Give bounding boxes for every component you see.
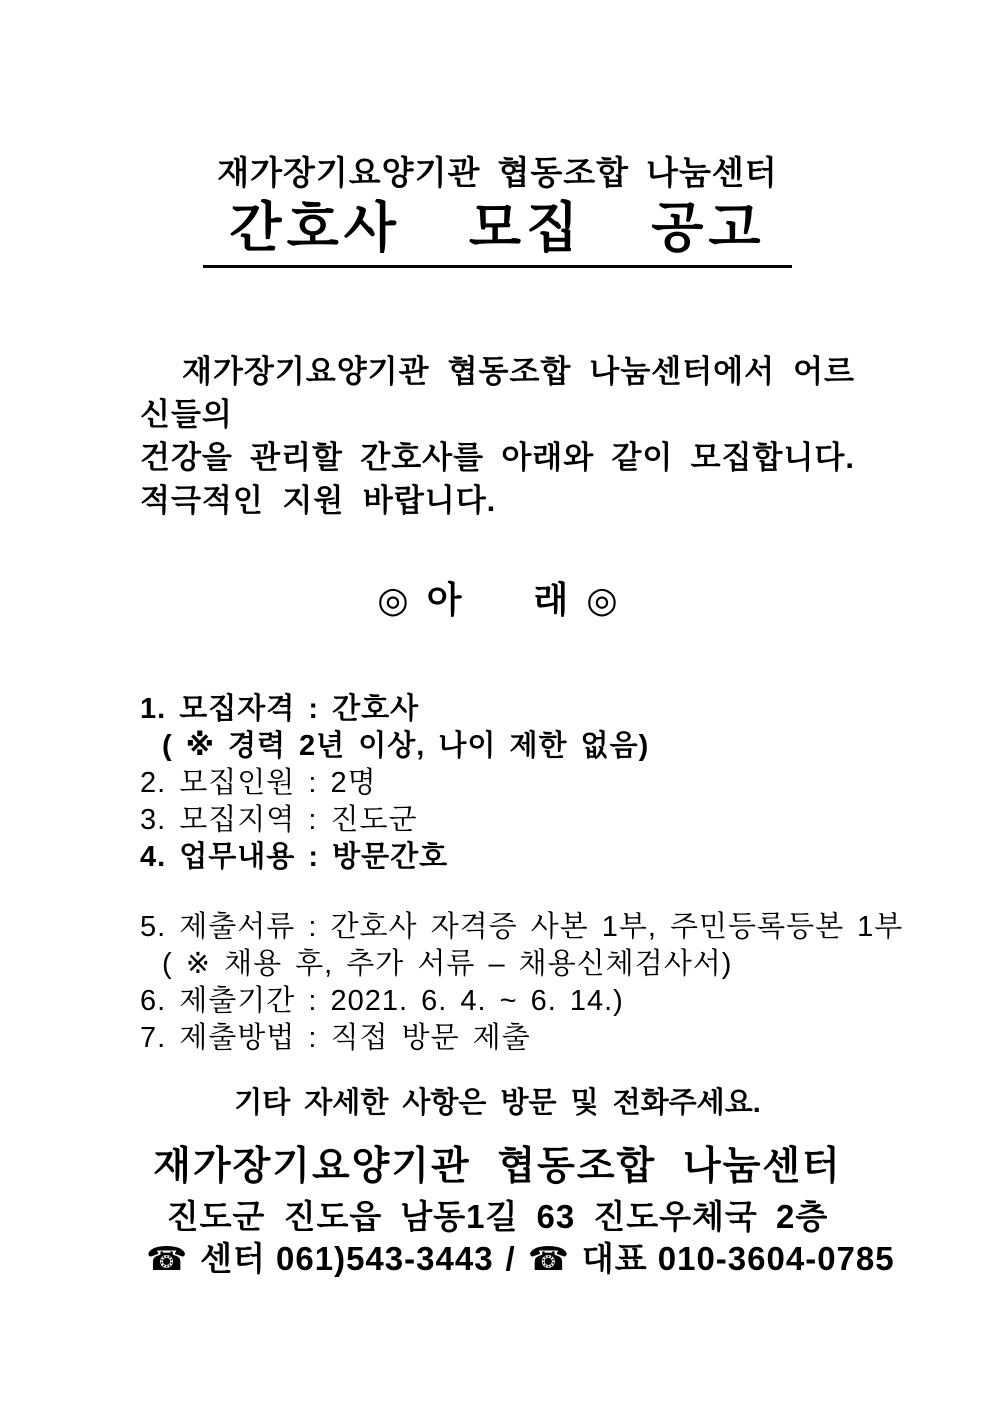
list-item-qualification: 1. 모집자격 : 간호사 xyxy=(140,693,420,725)
double-circle-icon: ◎ xyxy=(377,579,409,620)
below-word-rae: 래 xyxy=(533,579,569,620)
list-item-period: 6. 제출기간 : 2021. 6. 4. ~ 6. 14.) xyxy=(140,985,624,1017)
footer-address: 진도군 진도읍 남동1길 63 진도우체국 2층 xyxy=(166,1198,829,1235)
below-section-marker xyxy=(140,579,855,621)
representative-phone-number: 대표 010-3604-0785 xyxy=(581,1240,895,1277)
phone-icon: ☎ xyxy=(146,1240,189,1277)
list-item-documents-note: ( ※ 채용 후, 추가 서류 – 채용신체검사서) xyxy=(162,948,733,980)
title-wrap xyxy=(140,197,855,268)
intro-line-1: 재가장기요양기관 협동조합 나눔센터에서 어르신들의 xyxy=(140,354,855,432)
list-item-qualification-note: ( ※ 경력 2년 이상, 나이 제한 없음) xyxy=(162,730,650,762)
intro-line-3: 적극적인 지원 바랍니다. xyxy=(140,483,497,518)
recruitment-details-list xyxy=(140,691,904,1057)
below-word-a: 아 xyxy=(426,579,462,620)
center-phone-number: 센터 061)543-3443 xyxy=(200,1240,494,1277)
list-item-documents: 5. 제출서류 : 간호사 자격증 사본 1부, 주민등록등본 1부 xyxy=(140,911,904,943)
double-circle-icon: ◎ xyxy=(586,579,618,620)
phone-separator: / xyxy=(505,1240,516,1277)
list-item-method: 7. 제출방법 : 직접 방문 제출 xyxy=(140,1022,531,1054)
list-item-region: 3. 모집지역 : 진도군 xyxy=(140,804,418,836)
list-item-duties: 4. 업무내용 : 방문간호 xyxy=(140,841,449,873)
phone-icon: ☎ xyxy=(527,1240,570,1277)
document-title: 간호사 모집 공고 xyxy=(203,197,791,268)
list-item-headcount: 2. 모집인원 : 2명 xyxy=(140,767,377,799)
contact-notice: 기타 자세한 사항은 방문 및 전화주세요. xyxy=(234,1087,761,1119)
header-org-name: 재가장기요양기관 협동조합 나눔센터 xyxy=(217,154,778,191)
footer-org-name: 재가장기요양기관 협동조합 나눔센터 xyxy=(153,1145,842,1188)
footer-phones xyxy=(140,1239,895,1279)
intro-line-2: 건강을 관리할 간호사를 아래와 같이 모집합니다. xyxy=(140,440,855,475)
intro-paragraph xyxy=(140,350,855,522)
